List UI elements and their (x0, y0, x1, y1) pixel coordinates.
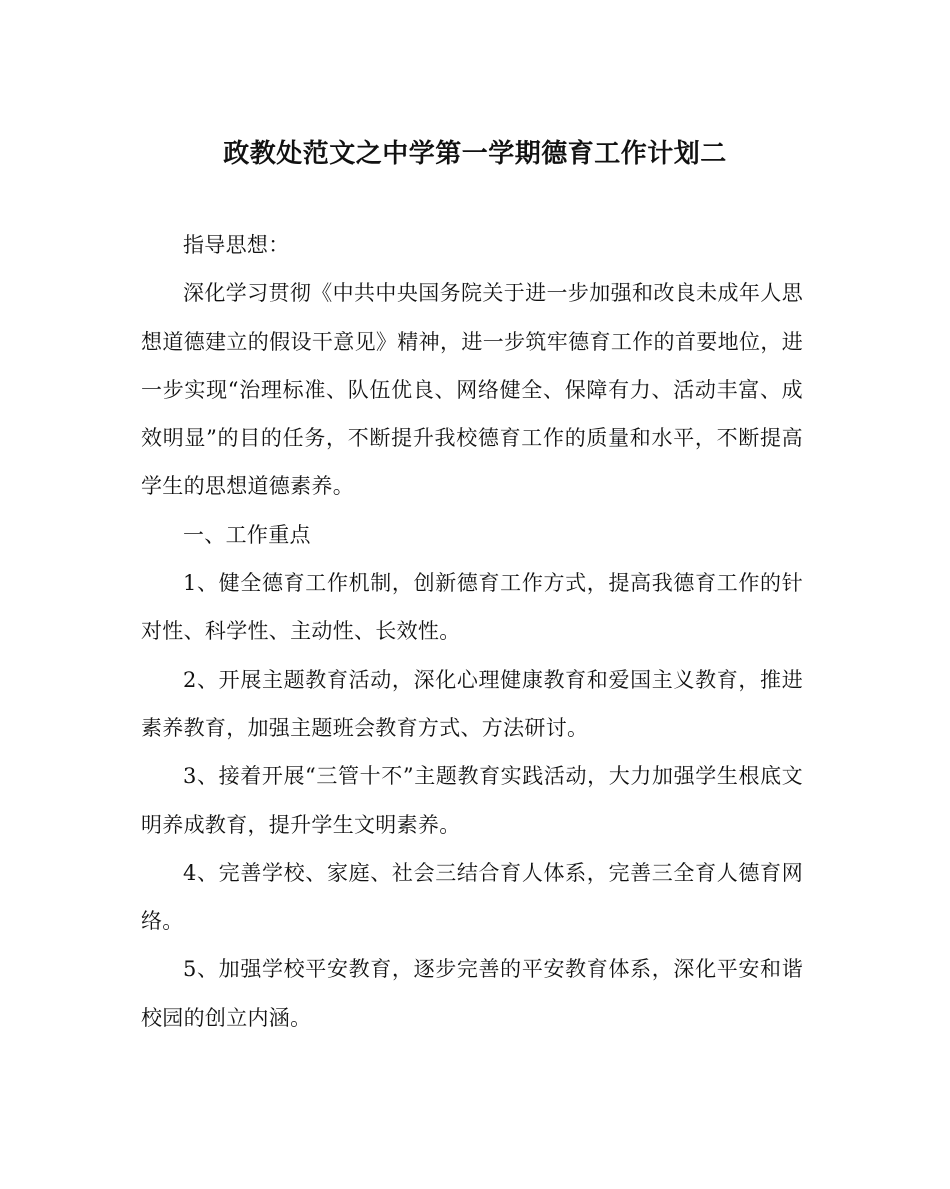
heading-work-focus: 一、工作重点 (183, 522, 311, 547)
list-item-3: 3、接着开展“三管十不”主题教育实践活动，大力加强学生根底文明养成教育，提升学生文明素养。 (141, 764, 803, 837)
document-body (141, 221, 803, 1042)
heading-guiding-ideology: 指导思想： (183, 233, 290, 257)
list-item-4: 4、完善学校、家庭、社会三结合育人体系，完善三全育人德育网络。 (141, 860, 803, 934)
paragraph-guiding-ideology: 深化学习贯彻《中共中央国务院关于进一步加强和改良未成年人思想道德建立的假设干意见》精神，进一步筑牢德育工作的首要地位，进一步实现“治理标准、队伍优良、网络健全、保障有力、活动丰富、成效明显”的目的任务，不断提升我校德育工作的质量和水平，不断提高学生的思想道德素养。 (141, 281, 803, 499)
list-item-1: 1、健全德育工作机制，创新德育工作方式，提高我德育工作的针对性、科学性、主动性、长效性。 (141, 571, 803, 644)
document-title: 政教处范文之中学第一学期德育工作计划二 (223, 139, 727, 169)
list-item-2: 2、开展主题教育活动，深化心理健康教育和爱国主义教育，推进素养教育，加强主题班会教育方式、方法研讨。 (141, 667, 803, 740)
list-item-5: 5、加强学校平安教育，逐步完善的平安教育体系，深化平安和谐校园的创立内涵。 (141, 957, 803, 1030)
